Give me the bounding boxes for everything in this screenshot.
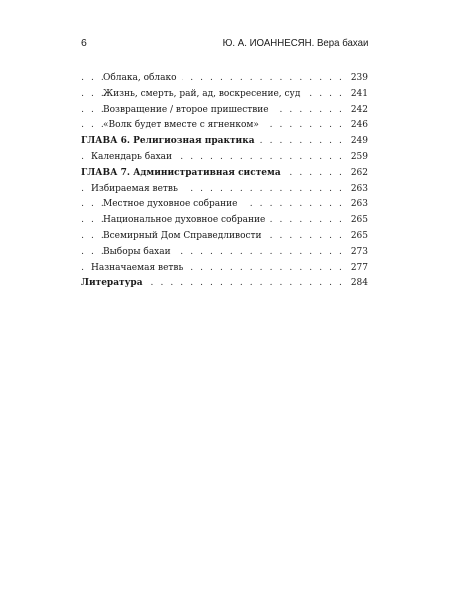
toc-entry xyxy=(81,150,368,166)
toc-entry-page: 262 xyxy=(347,166,368,182)
toc-entry xyxy=(81,103,368,119)
toc-entry-page: 265 xyxy=(347,213,368,229)
toc-entry xyxy=(81,134,368,150)
toc-entry-title: Местное духовное собрание xyxy=(103,197,243,213)
toc-entry-title: ГЛАВА 7. Административная система xyxy=(81,166,286,182)
toc-entry-title: Национальное духовное собрание xyxy=(103,213,270,229)
toc-entry xyxy=(81,118,368,134)
toc-entry-page: 273 xyxy=(347,245,368,261)
toc-entry-page: 259 xyxy=(347,150,368,166)
toc-entry-title: Назначаемая ветвь xyxy=(91,261,188,277)
toc-entry-title: Литература xyxy=(81,276,148,292)
toc-entry-page: 284 xyxy=(347,276,368,292)
toc-entry xyxy=(81,213,368,229)
toc-entry-page: 239 xyxy=(347,71,368,87)
toc-entry-page: 241 xyxy=(347,87,368,103)
toc-entry-page: 277 xyxy=(347,261,368,277)
toc-entry-title: Жизнь, смерть, рай, ад, воскресение, суд xyxy=(103,87,305,103)
toc-entry-page: 265 xyxy=(347,229,368,245)
toc-entry-title: Избираемая ветвь xyxy=(91,182,183,198)
toc-entry xyxy=(81,261,368,277)
toc-entry xyxy=(81,182,368,198)
toc-entry xyxy=(81,276,368,292)
toc-entry-page: 263 xyxy=(347,182,368,198)
toc-entry-title: «Волк будет вместе с ягненком» xyxy=(103,118,264,134)
toc-entry xyxy=(81,71,368,87)
toc-entry-title: Облака, облако xyxy=(103,71,182,87)
toc-entry-page: 242 xyxy=(347,103,368,119)
toc-entry-title: Возвращение / второе пришествие xyxy=(103,103,274,119)
toc-entry-title: Всемирный Дом Справедливости xyxy=(103,229,267,245)
toc-entry xyxy=(81,245,368,261)
toc-entry-title: Календарь бахаи xyxy=(91,150,177,166)
toc-entry-title: ГЛАВА 6. Религиозная практика xyxy=(81,134,260,150)
toc-entry xyxy=(81,166,368,182)
running-head: Ю. А. ИОАННЕСЯН. Вера бахаи xyxy=(222,37,368,49)
toc-entry-page: 263 xyxy=(347,197,368,213)
table-of-contents xyxy=(81,71,368,292)
toc-entry-page: 249 xyxy=(347,134,368,150)
page-number: 6 xyxy=(81,37,87,49)
toc-entry-page: 246 xyxy=(347,118,368,134)
toc-entry-title: Выборы бахаи xyxy=(103,245,176,261)
toc-entry xyxy=(81,197,368,213)
toc-entry xyxy=(81,87,368,103)
toc-entry xyxy=(81,229,368,245)
